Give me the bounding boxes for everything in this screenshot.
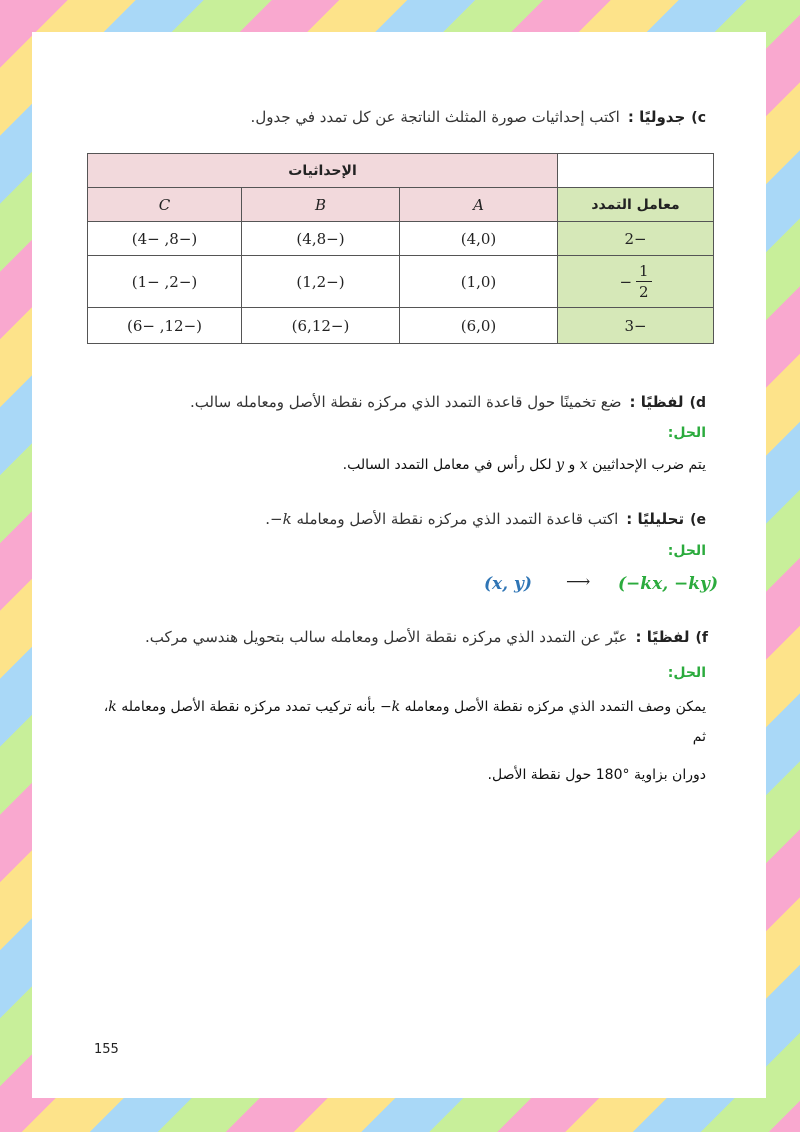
coordinate-a-cell: (6,0) <box>400 308 558 344</box>
coordinate-b-cell: (−6,12) <box>242 308 400 344</box>
solution-text: دوران بزاوية <box>633 767 706 783</box>
table-corner-cell <box>558 154 714 188</box>
dilation-table <box>87 153 714 344</box>
coordinate-a-cell: (1,0) <box>400 256 558 308</box>
table-row <box>88 256 714 308</box>
solution-text: حول نقطة الأصل. <box>487 767 592 783</box>
question-prompt: اكتب إحداثيات صورة المثلث الناتجة عن كل تمدد في جدول. <box>250 108 620 126</box>
coordinate-c-cell: (−12, −6) <box>88 308 242 344</box>
solution-text: يتم ضرب الإحداثيين <box>592 457 706 473</box>
question-letter: f) <box>695 630 708 646</box>
dilation-factor-cell <box>558 256 714 308</box>
fraction-denominator: 2 <box>639 283 649 301</box>
angle-value: 180° <box>595 767 630 783</box>
coordinate-a-cell: (4,0) <box>400 222 558 256</box>
coordinates-header: الإحداثيات <box>88 154 558 188</box>
question-letter: e) <box>690 512 706 528</box>
question-e: e)تحليليًا :اكتب قاعدة التمدد الذي مركزه نقطة الأصل ومعامله k−. <box>265 510 706 528</box>
variable-x: x <box>579 457 588 473</box>
question-letter: c) <box>691 110 706 126</box>
dilation-factor-header: معامل التمدد <box>558 188 714 222</box>
math-neg-k: k− <box>379 699 401 715</box>
column-header-a: A <box>400 188 558 222</box>
coordinate-b-cell: (−4,8) <box>242 222 400 256</box>
mapping-from: (x, y) <box>484 574 532 594</box>
dilation-factor-cell: −2 <box>558 222 714 256</box>
solution-label: الحل: <box>667 425 706 441</box>
coordinate-c-cell: (−8, −4) <box>88 222 242 256</box>
coordinate-c-cell: (−2, −1) <box>88 256 242 308</box>
page-number: 155 <box>94 1042 119 1057</box>
fraction-sign: − <box>619 272 633 291</box>
question-letter: d) <box>689 395 706 411</box>
solution-line-2 <box>102 760 706 790</box>
question-heading: لفظيًا : <box>635 628 690 646</box>
table-row <box>88 222 714 256</box>
prompt-math: k− <box>269 510 292 528</box>
question-prompt: عبّر عن التمدد الذي مركزه نقطة الأصل ومعامله سالب بتحويل هندسي مركب. <box>144 628 628 646</box>
question-d <box>92 393 706 411</box>
question-f <box>92 628 708 646</box>
solution-text-d <box>92 450 706 480</box>
column-header-c: C <box>88 188 242 222</box>
arrow-icon: ⟶ <box>566 572 591 592</box>
math-k: k <box>108 699 117 715</box>
solution-label: الحل: <box>667 665 706 681</box>
column-header-b: B <box>242 188 400 222</box>
mapping-to: (−kx, −ky) <box>618 574 718 594</box>
table-row <box>88 308 714 344</box>
solution-text-f <box>102 692 706 790</box>
solution-text: ، ثم <box>103 699 706 745</box>
solution-text: يمكن وصف التمدد الذي مركزه نقطة الأصل ومعامله <box>404 699 706 715</box>
question-heading: تحليليًا : <box>626 510 685 528</box>
question-prompt: ضع تخمينًا حول قاعدة التمدد الذي مركزه نقطة الأصل ومعامله سالب. <box>189 393 622 411</box>
solution-label: الحل: <box>667 543 706 559</box>
question-c <box>92 108 706 126</box>
conjunction: و <box>568 457 576 473</box>
coordinate-b-cell: (−1,2) <box>242 256 400 308</box>
solution-text: لكل رأس في معامل التمدد السالب. <box>342 457 552 473</box>
fraction <box>636 261 652 302</box>
solution-line-1 <box>102 692 706 752</box>
fraction-numerator: 1 <box>636 261 652 282</box>
question-heading: جدوليًا : <box>627 108 686 126</box>
question-heading: لفظيًا : <box>629 393 684 411</box>
mapping-rule <box>32 570 766 600</box>
question-prompt: اكتب قاعدة التمدد الذي مركزه نقطة الأصل ومعامله <box>296 510 619 528</box>
dilation-factor-cell: −3 <box>558 308 714 344</box>
solution-text: بأنه تركيب تمدد مركزه نقطة الأصل ومعامله <box>121 699 376 715</box>
page-sheet <box>32 32 766 1098</box>
variable-y: y <box>556 457 565 473</box>
